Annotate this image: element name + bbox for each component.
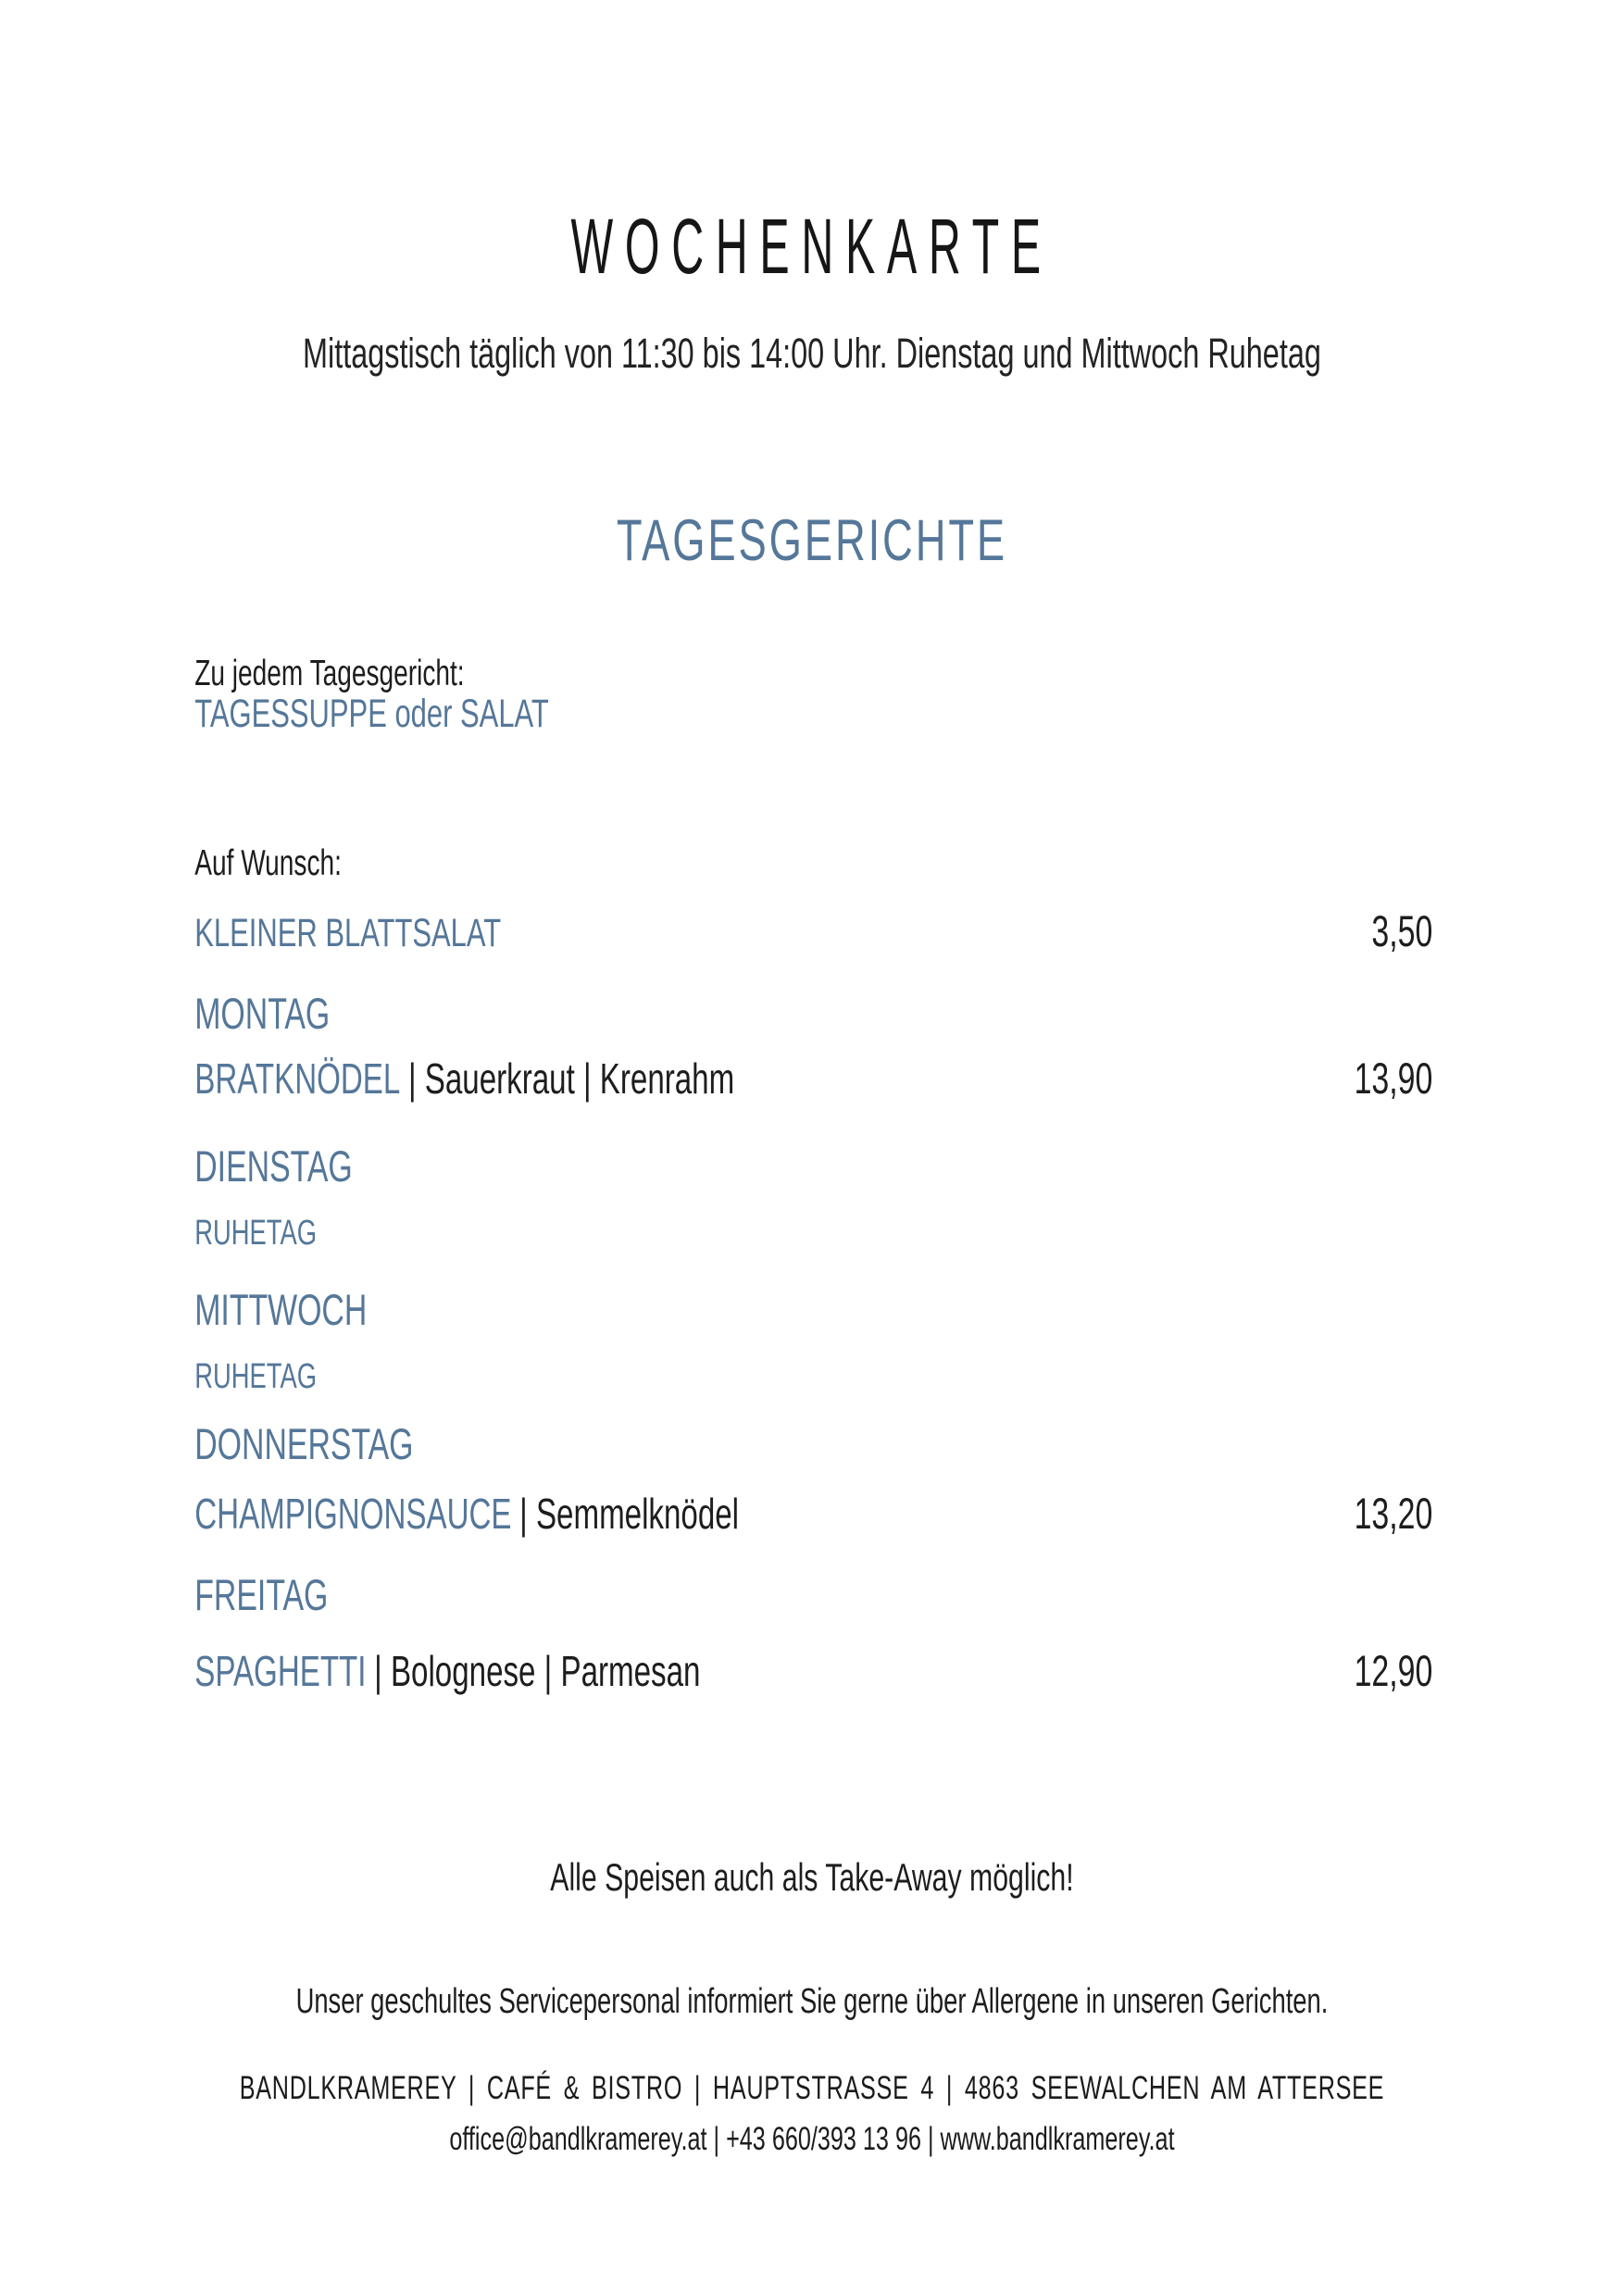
dish-line xyxy=(194,1490,740,1538)
day-label-freitag: FREITAG xyxy=(194,1570,329,1619)
dish-line xyxy=(194,1054,735,1103)
dish-row-freitag xyxy=(194,1646,1433,1695)
dish-main: BRATKNÖDEL xyxy=(194,1054,401,1103)
menu-subtitle: Mittagstisch täglich von 11:30 bis 14:00 Uhr. Dienstag und Mittwoch Ruhetag xyxy=(303,330,1321,377)
dish-rest: | Bolognese | Parmesan xyxy=(374,1647,701,1695)
dish-price: 13,20 xyxy=(1354,1489,1433,1538)
optional-item-row xyxy=(194,906,1433,955)
allergen-note: Unser geschultes Servicepersonal informiert Sie gerne über Allergene in unseren Gerichten. xyxy=(295,1982,1329,2021)
dish-row-montag xyxy=(194,1054,1433,1103)
dish-rest: | Semmelknödel xyxy=(519,1490,740,1538)
takeaway-note: Alle Speisen auch als Take-Away möglich! xyxy=(550,1855,1074,1899)
dish-main: CHAMPIGNONSAUCE xyxy=(194,1490,512,1538)
dish-main: SPAGHETTI xyxy=(194,1647,367,1695)
page-title-text: WOCHENKARTE xyxy=(570,203,1054,290)
page-title xyxy=(0,203,1624,290)
optional-item-name: KLEINER BLATTSALAT xyxy=(194,911,502,955)
dish-line xyxy=(194,1647,701,1695)
dish-price: 13,90 xyxy=(1354,1054,1433,1103)
day-label-donnerstag: DONNERSTAG xyxy=(194,1419,414,1468)
day-label-montag: MONTAG xyxy=(194,989,331,1038)
optional-heading: Auf Wunsch: xyxy=(194,843,342,883)
section-heading: TAGESGERICHTE xyxy=(616,508,1008,573)
intro-label: Zu jedem Tagesgericht: xyxy=(194,654,465,693)
dish-row-donnerstag xyxy=(194,1489,1433,1538)
dish-rest: | Sauerkraut | Krenrahm xyxy=(407,1054,735,1103)
day-note-mittwoch: RUHETAG xyxy=(194,1357,317,1396)
day-label-mittwoch: MITTWOCH xyxy=(194,1285,368,1334)
day-note-dienstag: RUHETAG xyxy=(194,1214,317,1253)
day-label-dienstag: DIENSTAG xyxy=(194,1141,353,1191)
intro-value: TAGESSUPPE oder SALAT xyxy=(194,692,549,736)
footer-contact: office@bandlkramerey.at | +43 660/393 13 96 | www.bandlkramerey.at xyxy=(449,2121,1175,2157)
optional-item-price: 3,50 xyxy=(1371,906,1433,955)
dish-price: 12,90 xyxy=(1354,1646,1433,1695)
footer-address: BANDLKRAMEREY | CAFÉ & BISTRO | HAUPTSTRASSE 4 | 4863 SEEWALCHEN AM ATTERSEE xyxy=(239,2070,1385,2106)
